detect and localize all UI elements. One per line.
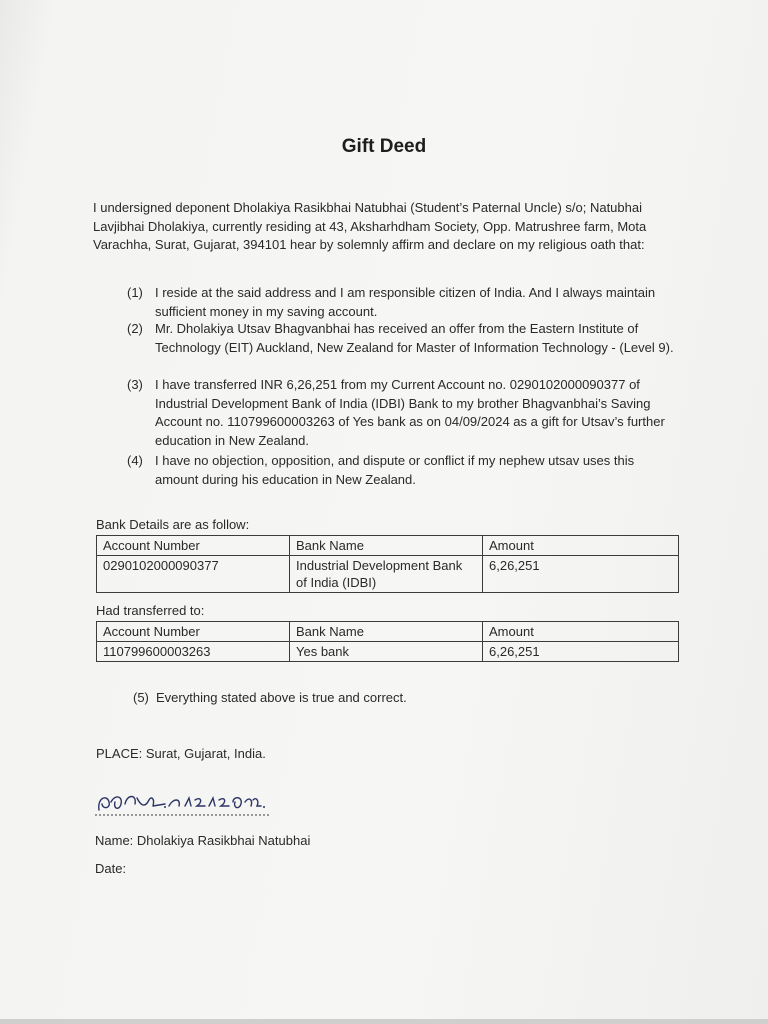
- intro-paragraph: I undersigned deponent Dholakiya Rasikbhai Natubhai (Student’s Paternal Uncle) s/o; Natubhai Lavjibhai Dholakiya, currently residing at 43, Aksharhdham Society, Opp. Matrushree farm, Mota Varachha, Surat, Gujarat, 394101 hear by solemnly affirm and declare on my religious oath that:: [93, 200, 647, 252]
- name-line: Name: Dholakiya Rasikbhai Natubhai: [95, 833, 311, 848]
- header-bank-name: Bank Name: [290, 622, 483, 642]
- cell-bank-name: Yes bank: [290, 642, 483, 662]
- cell-account-number: 0290102000090377: [97, 556, 290, 593]
- table-header-row: [97, 622, 679, 642]
- table-header-row: [97, 536, 679, 556]
- date-line: Date:: [95, 861, 127, 876]
- clause-number: (1): [127, 285, 143, 300]
- table-row: [97, 556, 679, 593]
- header-bank-name: Bank Name: [290, 536, 483, 556]
- clause-text: Everything stated above is true and correct.: [156, 690, 407, 705]
- cell-bank-name: Industrial Development Bank of India (IDBI): [290, 556, 483, 593]
- handwritten-signature: [93, 780, 273, 820]
- header-amount: Amount: [483, 536, 679, 556]
- clause-text: I reside at the said address and I am responsible citizen of India. And I always maintain sufficient money in my saving account.: [155, 285, 656, 319]
- document-title: Gift Deed: [341, 136, 427, 157]
- header-amount: Amount: [483, 622, 679, 642]
- cell-amount: 6,26,251: [483, 556, 679, 593]
- bank-details-label: Bank Details are as follow:: [96, 517, 250, 532]
- clause-text: Mr. Dholakiya Utsav Bhagvanbhai has received an offer from the Eastern Institute of Technology (EIT) Auckland, New Zealand for Master of Information Technology - (Level 9).: [155, 321, 674, 355]
- place-line: PLACE: Surat, Gujarat, India.: [96, 746, 266, 761]
- cell-account-number: 110799600003263: [97, 642, 290, 662]
- clause-number: (3): [127, 377, 143, 392]
- table-row: [97, 642, 679, 662]
- clause-text: I have no objection, opposition, and dispute or conflict if my nephew utsav uses this amount during his education in New Zealand.: [155, 453, 635, 487]
- clause-number: (4): [127, 453, 143, 468]
- header-account-number: Account Number: [97, 622, 290, 642]
- clause-number: (2): [127, 321, 143, 336]
- transferred-label: Had transferred to:: [96, 603, 205, 618]
- header-account-number: Account Number: [97, 536, 290, 556]
- cell-amount: 6,26,251: [483, 642, 679, 662]
- clause-number: (5): [133, 690, 149, 705]
- clause-text: I have transferred INR 6,26,251 from my Current Account no. 0290102000090377 of Industrial Development Bank of India (IDBI) Bank to my brother Bhagvanbhai’s Saving Account no. 110799600003263 of Yes bank as on 04/09/2024 as a gift for Utsav’s further education in New Zealand.: [155, 377, 665, 448]
- page-edge: [0, 1019, 768, 1024]
- transferred-table: [96, 621, 679, 662]
- bank-details-table: [96, 535, 679, 593]
